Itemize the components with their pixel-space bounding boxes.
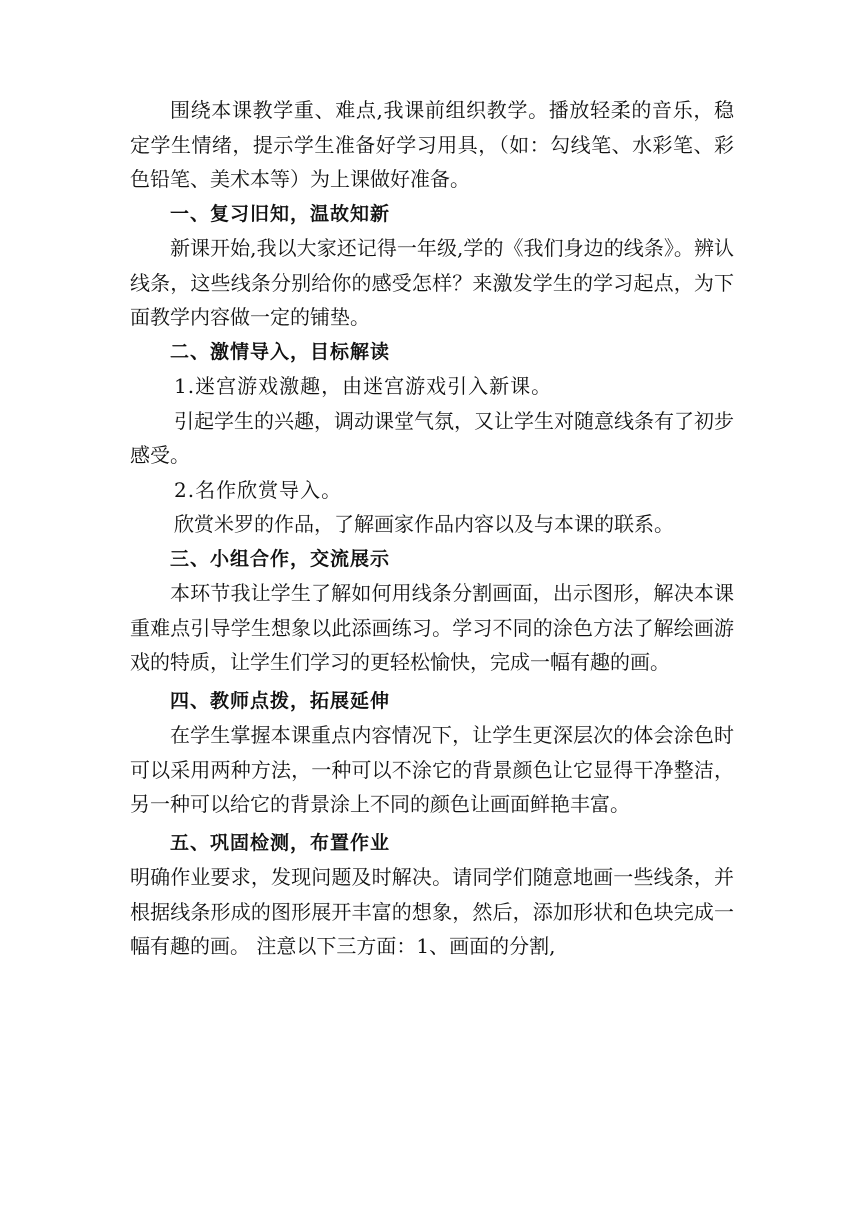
intro-paragraph: 围绕本课教学重、难点,我课前组织教学。播放轻柔的音乐，稳定学生情绪，提示学生准备好学习用具，（如：勾线笔、水彩笔、彩色铅笔、美术本等）为上课做好准备。 [130,98,734,191]
section-2-item-2-desc: 欣赏米罗的作品，了解画家作品内容以及与本课的联系。 [174,512,674,536]
section-5-paragraph: 明确作业要求，发现问题及时解决。请同学们随意地画一些线条，并根据线条形成的图形展开丰富的想象，然后，添加形状和色块完成一幅有趣的画。 注意以下三方面：1、画面的分割, [130,865,734,958]
section-2-item-2: 2.名作欣赏导入。 [174,477,343,502]
section-4-paragraph: 在学生掌握本课重点内容情况下，让学生更深层次的体会涂色时可以采用两种方法，一种可以不涂它的背景颜色让它显得干净整洁，另一种可以给它的背景涂上不同的颜色让画面鲜艳丰富。 [130,723,734,816]
section-2-item-1: 1.迷宫游戏激趣，由迷宫游戏引入新课。 [174,374,553,398]
section-heading-5: 五、巩固检测，布置作业 [170,831,391,854]
section-1-paragraph: 新课开始,我以大家还记得一年级,学的《我们身边的线条》。辨认线条，这些线条分别给你的感受怎样？来激发学生的学习起点，为下面教学内容做一定的铺垫。 [130,236,734,329]
section-heading-4: 四、教师点拨，拓展延伸 [170,689,391,712]
section-heading-1: 一、复习旧知，温故知新 [170,202,391,225]
document-page [130,93,734,964]
section-3-paragraph: 本环节我让学生了解如何用线条分割画面，出示图形，解决本课重难点引导学生想象以此添画练习。学习不同的涂色方法了解绘画游戏的特质，让学生们学习的更轻松愉快，完成一幅有趣的画。 [130,581,734,674]
section-heading-3: 三、小组合作，交流展示 [170,547,391,570]
section-2-item-1-desc: 引起学生的兴趣，调动课堂气氛，又让学生对随意线条有了初步感受。 [130,408,734,467]
section-heading-2: 二、激情导入，目标解读 [170,340,391,363]
